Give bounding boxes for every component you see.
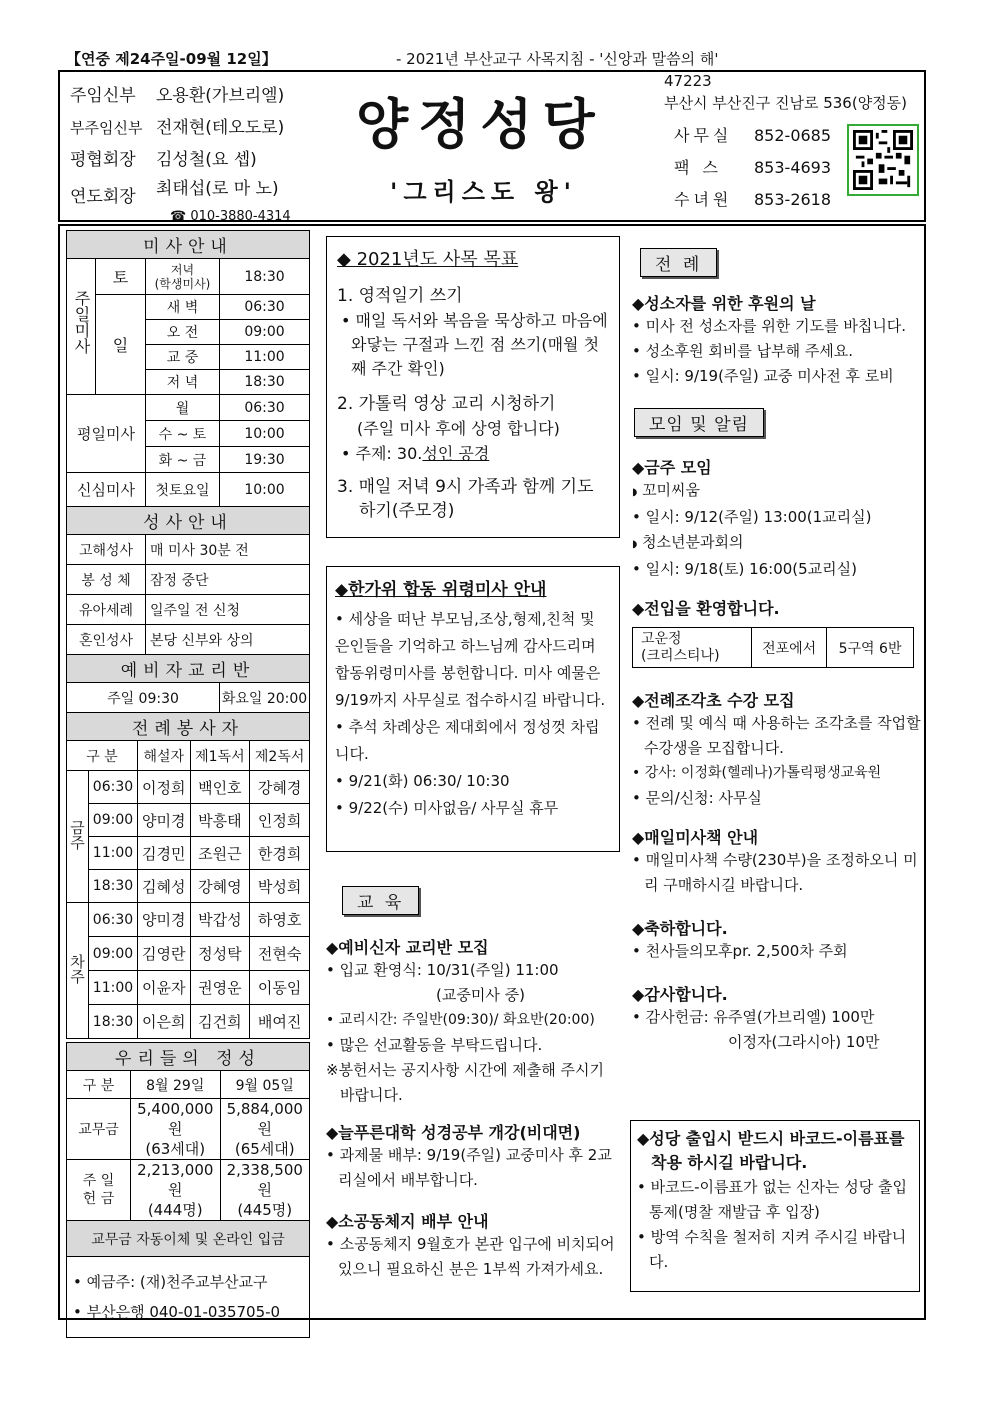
- meeting-name: 청소년분과회의: [642, 533, 744, 551]
- server-time: 11:00: [89, 971, 138, 1005]
- offering-kind: 교무금: [67, 1099, 131, 1160]
- devotional-mass-label: 신심미사: [67, 473, 146, 507]
- day-sat: 토: [96, 259, 146, 295]
- edu-text: • 과제물 배부: 9/19(주일) 교중미사 후 2교리실에서 배부합니다.: [326, 1146, 612, 1189]
- server-cell: 배여진: [250, 1005, 310, 1039]
- sacrament-name: 혼인성사: [67, 625, 146, 655]
- offering-header: 구 분: [67, 1071, 131, 1099]
- staff-role: 부주임신부: [70, 119, 143, 137]
- pastoral-goals-panel: [326, 236, 620, 538]
- server-cell: 김혜성: [137, 870, 190, 903]
- weekly-meetings-title: ◆금주 모임: [632, 458, 712, 477]
- liturgy-text: • 성소후원 회비를 납부해 주세요.: [632, 342, 854, 360]
- mass-name: 저 녁: [146, 370, 220, 395]
- server-cell: 이윤자: [137, 971, 190, 1005]
- edu-text: ※봉헌서는 공지사항 시간에 제출해 주시기 바랍니다.: [326, 1061, 604, 1104]
- contact-label: 팩 스: [674, 158, 722, 177]
- contact-label: 사무실: [674, 126, 733, 145]
- top-line: [66, 48, 936, 70]
- offering-kind: 주 일 헌 금: [67, 1160, 131, 1221]
- staff-role: 주임신부: [70, 86, 136, 106]
- goal-2-topic-prefix: • 주제: 30.: [341, 444, 423, 463]
- offering-amount: 5,400,000원 (63세대): [131, 1099, 221, 1160]
- server-time: 06:30: [89, 903, 138, 937]
- liturgy-text: • 미사 전 성소자를 위한 기도를 바칩니다.: [632, 317, 907, 335]
- goal-3: 3. 매일 저녁 9시 가족과 함께 기도하기(주모경): [337, 477, 594, 521]
- mass-time: 18:30: [220, 259, 310, 295]
- staff-name: 김성철(요 셉): [156, 150, 257, 170]
- servers-table: [66, 712, 310, 1039]
- chuseok-date: • 9/22(수) 미사없음/ 사무실 휴무: [335, 799, 559, 817]
- bank-account: • 부산은행 040-01-035705-0: [73, 1303, 281, 1321]
- phone: ☎ 010-3880-4314: [170, 209, 291, 224]
- this-week-label: 금주: [67, 771, 89, 903]
- server-cell: 조원근: [190, 837, 250, 870]
- community-magazine-title: ◆소공동체지 배부 안내: [326, 1212, 489, 1231]
- server-cell: 강혜경: [250, 771, 310, 804]
- goal-2-topic: 성인 공경: [422, 444, 490, 463]
- contact-value: 853-4693: [754, 158, 832, 177]
- goals-title: ◆ 2021년도 사목 목표: [337, 249, 519, 270]
- goal-1-desc: • 매일 독서와 복음을 묵상하고 마음에 와닿는 구절과 느낀 점 쓰기(매월 첫째 주간 확인): [341, 311, 608, 378]
- server-cell: 한경희: [250, 837, 310, 870]
- goal-2: 2. 가톨릭 영상 교리 시청하기: [337, 394, 556, 414]
- account-holder: • 예금주: (재)천주교부산교구: [73, 1273, 268, 1291]
- sacrament-value: 일주일 전 신청: [146, 595, 310, 625]
- server-cell: 정성탁: [190, 937, 250, 971]
- catechumen-recruit-title: ◆예비신자 교리반 모집: [326, 938, 489, 957]
- offering-amount: 2,213,000원 (444명): [131, 1160, 221, 1221]
- server-time: 06:30: [89, 771, 138, 804]
- devotional-day: 첫토요일: [146, 473, 220, 507]
- server-cell: 백인호: [190, 771, 250, 804]
- meeting-name: 꼬미씨움: [642, 481, 701, 499]
- meeting-time: • 일시: 9/18(토) 16:00(5교리실): [632, 560, 858, 578]
- chuseok-text: • 세상을 떠난 부모님,조상,형제,친척 및 은인들을 기억하고 하느님께 감사드리며 합동위령미사를 봉헌합니다. 미사 예물은 9/19까지 사무실로 접수하시길 바랍니다.: [335, 610, 606, 709]
- edu-text: (교중미사 중): [436, 986, 525, 1004]
- education-section: [326, 886, 622, 1282]
- edu-text: • 소공동체지 9월호가 본관 입구에 비치되어 있으니 필요하신 분은 1부씩 가져가세요.: [326, 1235, 615, 1278]
- server-cell: 전현숙: [250, 937, 310, 971]
- server-cell: 강혜영: [190, 870, 250, 903]
- liturgy-section: [632, 248, 922, 389]
- server-time: 18:30: [89, 1005, 138, 1039]
- notice-text: • 방역 수칙을 철저히 지켜 주시길 바랍니다.: [637, 1228, 907, 1271]
- offering-amount: 5,884,000원 (65세대): [220, 1099, 310, 1160]
- mass-name: 새 벽: [146, 295, 220, 320]
- newcomer-table: [632, 627, 914, 668]
- weekday-mass-label: 평일미사: [67, 395, 146, 473]
- weekday-time: 10:00: [220, 421, 310, 447]
- edu-text: • 많은 선교활동을 부탁드립니다.: [326, 1036, 543, 1054]
- devotional-time: 10:00: [220, 473, 310, 507]
- goal-1: 1. 영적일기 쓰기: [337, 286, 463, 306]
- meeting-time: • 일시: 9/12(주일) 13:00(1교리실): [632, 508, 872, 526]
- notice-text: • 천사들의모후pr. 2,500차 주회: [632, 942, 848, 960]
- server-time: 09:00: [89, 937, 138, 971]
- barcode-title: ◆성당 출입시 받드시 바코드-이름표를 착용 하시길 바랍니다.: [637, 1129, 905, 1172]
- sacrament-name: 고해성사: [67, 535, 146, 565]
- weekday-time: 06:30: [220, 395, 310, 421]
- contact-value: 852-0685: [754, 126, 832, 145]
- chuseok-text: • 추석 차례상은 제대회에서 정성껏 차립니다.: [335, 718, 600, 763]
- server-time: 09:00: [89, 804, 138, 837]
- contact-label: 수녀원: [674, 190, 733, 209]
- offering-amount: 2,338,500원 (445명): [220, 1160, 310, 1221]
- staff-name: 최태섭(로 마 노): [156, 179, 279, 199]
- goal-2-desc: (주일 미사 후에 상영 합니다): [357, 419, 560, 438]
- server-time: 18:30: [89, 870, 138, 903]
- offering-title: 우리들의 정성: [67, 1043, 310, 1071]
- mass-title: 미사안내: [67, 231, 310, 259]
- header: [58, 70, 926, 222]
- server-cell: 김영란: [137, 937, 190, 971]
- sacrament-name: 유아세례: [67, 595, 146, 625]
- mass-time: 06:30: [220, 295, 310, 320]
- feast-title: '그리스도 왕': [390, 178, 577, 206]
- server-cell: 인정희: [250, 804, 310, 837]
- chuseok-title: ◆한가위 합동 위령미사 안내: [335, 580, 547, 600]
- notice-text: • 바코드-이름표가 없는 신자는 성당 출입 통제(명찰 재발급 후 입장): [637, 1178, 907, 1221]
- edu-text: • 입교 환영식: 10/31(주일) 11:00: [326, 961, 559, 979]
- staff-role: 연도회장: [70, 187, 136, 207]
- chuseok-date: • 9/21(화) 06:30/ 10:30: [335, 772, 510, 790]
- server-cell: 이동임: [250, 971, 310, 1005]
- next-week-label: 차주: [67, 903, 89, 1039]
- server-cell: 이정희: [137, 771, 190, 804]
- mass-time: 11:00: [220, 345, 310, 370]
- offering-header: 9월 05일: [220, 1071, 310, 1099]
- weekday-time: 19:30: [220, 447, 310, 473]
- server-cell: 박성희: [250, 870, 310, 903]
- servers-header: 제2독서: [250, 741, 310, 771]
- catechumen-tuesday: 화요일 20:00: [220, 683, 310, 713]
- servers-title: 전례봉사자: [67, 713, 310, 741]
- contact-value: 853-2618: [754, 190, 832, 209]
- liturgy-text: • 일시: 9/19(주일) 교중 미사전 후 로비: [632, 367, 894, 385]
- staff-name: 전재현(테오도로): [156, 118, 285, 138]
- left-info-table: [66, 230, 310, 713]
- server-time: 11:00: [89, 837, 138, 870]
- servers-header: 구 분: [67, 741, 138, 771]
- sacrament-value: 매 미사 30분 전: [146, 535, 310, 565]
- weekday-day: 월: [146, 395, 220, 421]
- missal-title: ◆매일미사책 안내: [632, 828, 759, 847]
- education-head: 교 육: [342, 886, 419, 915]
- welcome-title: ◆전입을 환영합니다.: [632, 599, 780, 618]
- offering-table: [66, 1042, 310, 1338]
- church-name: 양정성당: [356, 92, 605, 156]
- issue-date: 【연중 제24주일-09월 12일】: [66, 50, 277, 68]
- qr-code-icon[interactable]: [847, 124, 919, 196]
- servers-header: 해설자: [137, 741, 190, 771]
- catechumen-title: 예비자교리반: [67, 655, 310, 683]
- newcomer-zone: 5구역 6반: [827, 628, 914, 668]
- candle-class-title: ◆전례조각초 수강 모집: [632, 691, 795, 710]
- mass-name: 교 중: [146, 345, 220, 370]
- newcomer-name: 고운정 (크리스티나): [633, 628, 752, 668]
- server-cell: 이은희: [137, 1005, 190, 1039]
- staff-list: [70, 80, 291, 224]
- thanks-title: ◆감사합니다.: [632, 985, 728, 1004]
- server-cell: 양미경: [137, 903, 190, 937]
- newcomer-from: 전포에서: [752, 628, 827, 668]
- sacrament-value: 잠정 중단: [146, 565, 310, 595]
- server-cell: 하영호: [250, 903, 310, 937]
- servers-header: 제1독서: [190, 741, 250, 771]
- notice-text: • 전례 및 예식 때 사용하는 조각초를 작업할 수강생을 모집합니다.: [632, 714, 921, 757]
- server-cell: 양미경: [137, 804, 190, 837]
- day-sun: 일: [96, 295, 146, 395]
- notice-text: • 감사헌금: 유주열(가브리엘) 100만: [632, 1008, 875, 1026]
- notices-head: 모임 및 알림: [634, 408, 764, 437]
- chuseok-panel: [326, 566, 620, 852]
- server-cell: 박흥태: [190, 804, 250, 837]
- edu-text: • 교리시간: 주일반(09:30)/ 화요반(20:00): [326, 1012, 595, 1028]
- staff-role: 평협회장: [70, 150, 136, 170]
- weekday-day: 화 ~ 금: [146, 447, 220, 473]
- sacrament-value: 본당 신부와 상의: [146, 625, 310, 655]
- notice-text: 이정자(그라시아) 10만: [728, 1033, 880, 1051]
- mass-name: 저녁 (학생미사): [146, 259, 220, 295]
- weekday-day: 수 ~ 토: [146, 421, 220, 447]
- staff-name: 오용환(가브리엘): [156, 86, 285, 106]
- auto-transfer-title: 교무금 자동이체 및 온라인 입금: [67, 1221, 310, 1257]
- mass-time: 18:30: [220, 370, 310, 395]
- server-cell: 김건희: [190, 1005, 250, 1039]
- address: 부산시 부산진구 진남로 536(양정동): [664, 94, 908, 112]
- notices-section: 모임 및 알림 ◆금주 모임 ◗ 꼬미씨움 • 일시: 9/12(주일) 13:00(1교리실) ◗ 청소년분과회의 • 일시: 9/18(토) 16:00(5교리실) ◆전입을 환영합니다. 고운정 (크리스티나) 전포에서 5구역 6반 ◆전례조각초 수강 모집 • 전례 및 예식 때 사용하는 조각초를 작업할 수강생을 모집합니다. • 강사: 이정화(헬레나)가톨릭평생교육원 • 문의/신청: 사무실 ◆매일미사책 안내 • 매일미사책 수량(230부)을 조정하오니 미리 구매하시길 바랍니다. ◆축하합니다. • 천사들의모후pr. 2,500차 주회 ◆감사합니다. • 감사헌금: 유주열(가브리엘) 100만 이정자(그라시아) 10만: [632, 408, 922, 1055]
- sacrament-name: 봉 성 체: [67, 565, 146, 595]
- notice-text: • 강사: 이정화(헬레나)가톨릭평생교육원: [632, 765, 882, 781]
- mass-name: 오 전: [146, 320, 220, 345]
- bible-study-title: ◆늘푸른대학 성경공부 개강(비대면): [326, 1123, 581, 1142]
- server-cell: 권영운: [190, 971, 250, 1005]
- server-cell: 박갑성: [190, 903, 250, 937]
- postcode: 47223: [664, 72, 712, 90]
- server-cell: 김경민: [137, 837, 190, 870]
- liturgy-head: 전 례: [640, 248, 717, 277]
- vocation-day-title: ◆성소자를 위한 후원의 날: [632, 294, 816, 313]
- sunday-mass-label: 주일미사: [67, 259, 96, 395]
- mass-time: 09:00: [220, 320, 310, 345]
- sacrament-title: 성사안내: [67, 507, 310, 535]
- catechumen-sunday: 주일 09:30: [67, 683, 220, 713]
- offering-header: 8월 29일: [131, 1071, 221, 1099]
- congrats-title: ◆축하합니다.: [632, 919, 728, 938]
- notice-text: • 매일미사책 수량(230부)을 조정하오니 미리 구매하시길 바랍니다.: [632, 851, 918, 894]
- notice-text: • 문의/신청: 사무실: [632, 789, 762, 807]
- diocese-motto: - 2021년 부산교구 사목지침 - '신앙과 말씀의 해': [396, 50, 719, 68]
- barcode-notice-panel: [630, 1120, 920, 1292]
